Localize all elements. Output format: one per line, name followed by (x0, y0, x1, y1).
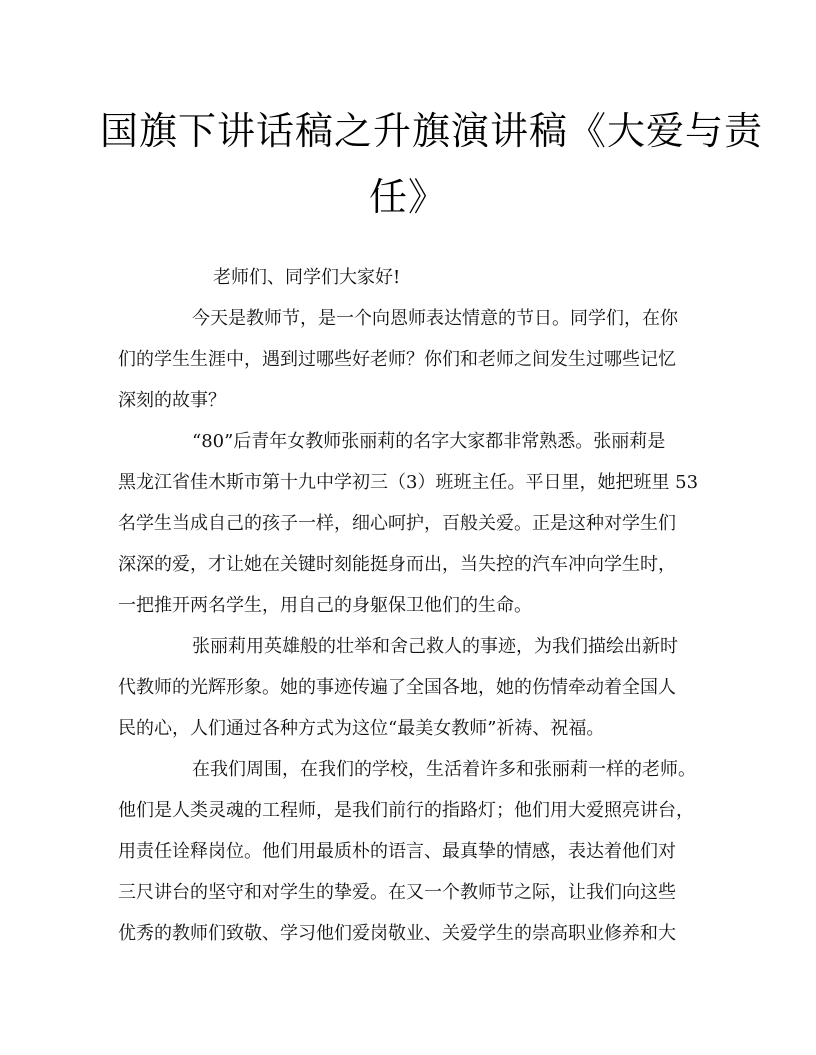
text-line: 他们是人类灵魂的工程师，是我们前行的指路灯；他们用大爱照亮讲台， (118, 800, 694, 821)
text-line: 三尺讲台的坚守和对学生的挚爱。在又一个教师节之际，让我们向这些 (118, 882, 676, 903)
text-line: 代教师的光辉形象。她的事迹传遍了全国各地，她的伤情牵动着全国人 (118, 677, 676, 698)
paragraph-heroic-deed (118, 626, 704, 749)
paragraph-teachers-day (118, 298, 704, 421)
text-line: 在我们周围，在我们的学校，生活着许多和张丽莉一样的老师。 (192, 759, 696, 780)
title-line-2: 任》 (368, 175, 447, 219)
document-body (118, 257, 704, 954)
text-line: 深刻的故事？ (118, 390, 226, 411)
title-line-1: 国旗下讲话稿之升旗演讲稿《大爱与责 (100, 109, 764, 153)
text-line: 优秀的教师们致敬、学习他们爱岗敬业、关爱学生的崇高职业修养和大 (118, 923, 676, 944)
text-line: 黑龙江省佳木斯市第十九中学初三（3）班班主任。平日里，她把班里 53 (118, 472, 699, 493)
paragraph-greeting (118, 257, 704, 298)
text-line: 名学生当成自己的孩子一样，细心呵护，百般关爱。正是这种对学生们 (118, 513, 676, 534)
paragraph-zhang-lili (118, 421, 704, 626)
text-line: 深深的爱，才让她在关键时刻能挺身而出，当失控的汽车冲向学生时， (118, 554, 676, 575)
text-line: 们的学生生涯中，遇到过哪些好老师？你们和老师之间发生过哪些记忆 (118, 349, 676, 370)
text-line: 老师们、同学们大家好! (213, 267, 401, 288)
text-line: “80”后青年女教师张丽莉的名字大家都非常熟悉。张丽莉是 (192, 431, 666, 452)
text-line: 用责任诠释岗位。他们用最质朴的语言、最真挚的情感，表达着他们对 (118, 841, 676, 862)
text-line: 民的心，人们通过各种方式为这位“最美女教师”祈祷、祝福。 (118, 718, 605, 739)
document-title (100, 98, 764, 230)
text-line: 张丽莉用英雄般的壮举和舍己救人的事迹，为我们描绘出新时 (192, 636, 678, 657)
paragraph-our-teachers (118, 749, 704, 954)
text-line: 一把推开两名学生，用自己的身躯保卫他们的生命。 (118, 595, 532, 616)
text-line: 今天是教师节，是一个向恩师表达情意的节日。同学们，在你 (192, 308, 678, 329)
